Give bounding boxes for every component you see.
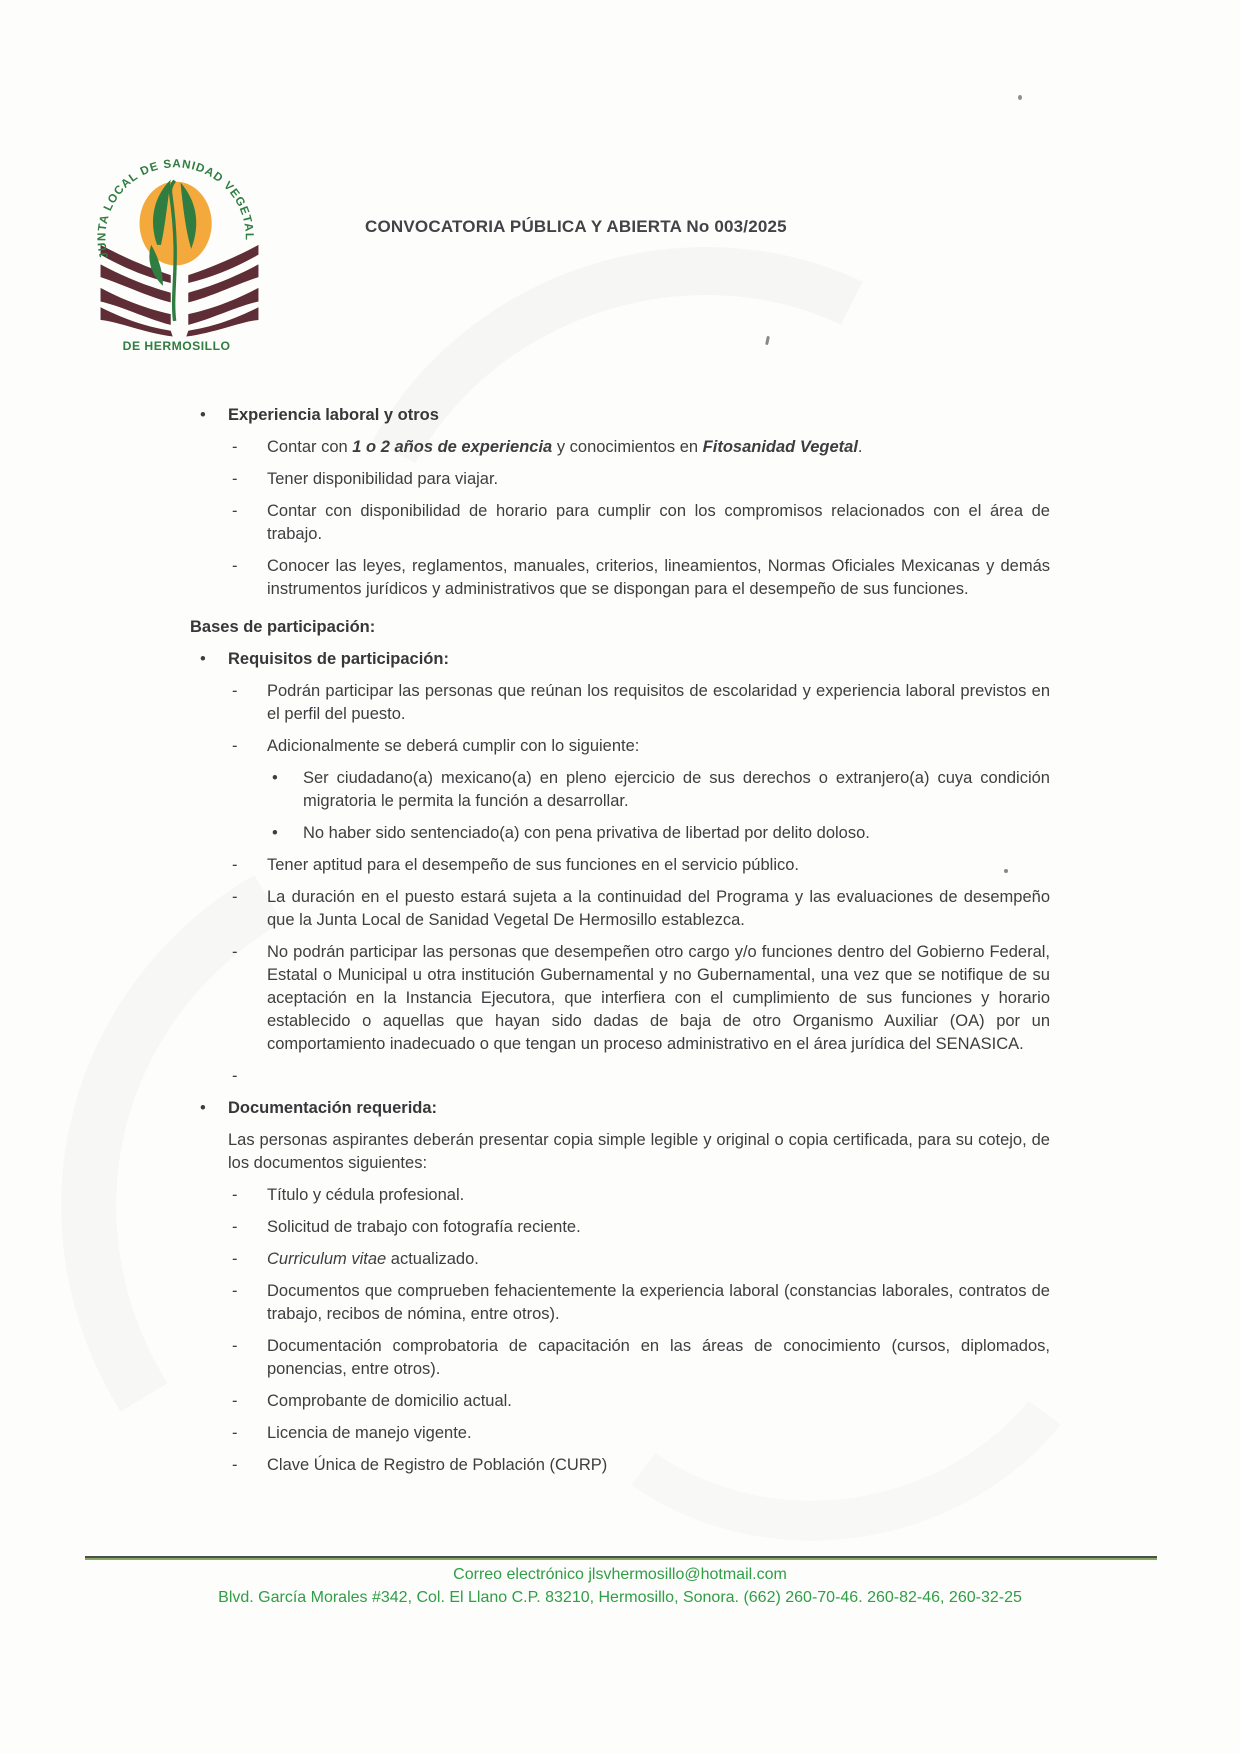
list-item [190, 854, 1050, 877]
text-segment-bold-italic: 1 o 2 años de experiencia [352, 438, 553, 456]
list-item-text [267, 1065, 1050, 1088]
dash-marker: - [232, 682, 238, 700]
list-subitem [190, 767, 1050, 813]
dash-marker: - [232, 557, 238, 575]
dash-marker: - [232, 1218, 238, 1236]
organization-logo [92, 126, 267, 358]
footer-address-line: Blvd. García Morales #342, Col. El Llano C.P. 83210, Hermosillo, Sonora. (662) 260-70-46. 260-82-46, 260-32-25 [218, 1589, 1022, 1606]
list-item [190, 1454, 1050, 1477]
list-item-text: Licencia de manejo vigente. [267, 1424, 472, 1442]
section-heading-requisitos [190, 648, 1050, 671]
section-heading-text: Documentación requerida: [228, 1099, 438, 1117]
list-item-text: Comprobante de domicilio actual. [267, 1392, 512, 1410]
list-item-text: Ser ciudadano(a) mexicano(a) en pleno ejercicio de sus derechos o extranjero(a) cuya condición migratoria le permita la función a desarrollar. [303, 769, 1050, 810]
list-item-text: No haber sido sentenciado(a) con pena privativa de libertad por delito doloso. [303, 824, 870, 842]
list-item [190, 1184, 1050, 1207]
text-segment: Contar con [267, 438, 353, 456]
list-item [190, 1280, 1050, 1326]
dash-marker: - [232, 1392, 238, 1410]
dash-marker: - [232, 502, 238, 520]
dash-marker: - [232, 1186, 238, 1204]
footer-email-line: Correo electrónico jlsvhermosillo@hotmail.com [453, 1566, 787, 1583]
list-item [190, 735, 1050, 758]
list-item-text: No podrán participar las personas que desempeñen otro cargo y/o funciones dentro del Gobierno Federal, Estatal o Municipal u otra institución Gubernamental y no Gubernamental, una vez que se notifique de su aceptación en la Instancia Ejecutora, que interfiera con el cumplimiento de sus funciones y horario establecido o aquellas que hayan sido dadas de baja de otro Organismo Auxiliar (OA) por un comportamiento inadecuado o que tengan un proceso administrativo en el área jurídica del SENASICA. [267, 943, 1050, 1053]
text-segment: actualizado. [386, 1250, 479, 1268]
page-title: CONVOCATORIA PÚBLICA Y ABIERTA No 003/2025 [365, 217, 787, 236]
list-item-text: Contar con disponibilidad de horario para cumplir con los compromisos relacionados con el área de trabajo. [267, 502, 1050, 543]
section-heading-experiencia [190, 404, 1050, 427]
dash-marker: - [232, 943, 238, 961]
dash-marker: - [232, 737, 238, 755]
bullet-marker: • [200, 406, 206, 424]
list-item [190, 941, 1050, 1056]
dash-marker: - [232, 1337, 238, 1355]
dash-marker: - [232, 856, 238, 874]
section-intro-text: Las personas aspirantes deberán presentar copia simple legible y original o copia certificada, para su cotejo, de los documentos siguientes: [228, 1131, 1050, 1172]
list-item [190, 1216, 1050, 1239]
logo-arc-text: JUNTA LOCAL DE SANIDAD VEGETAL [95, 157, 256, 261]
bullet-marker: • [200, 1099, 206, 1117]
list-item-text: Podrán participar las personas que reúnan los requisitos de escolaridad y experiencia laboral previstos en el perfil del puesto. [267, 682, 1050, 723]
dash-marker: - [232, 888, 238, 906]
list-item [190, 1422, 1050, 1445]
list-item [190, 886, 1050, 932]
section-heading-documentacion [190, 1097, 1050, 1120]
scan-speck [765, 336, 770, 345]
dash-marker: - [232, 1250, 238, 1268]
list-item [190, 436, 1050, 459]
section-heading-bases [190, 616, 1050, 639]
list-item [190, 1390, 1050, 1413]
list-item-text: Documentos que comprueben fehacientemente la experiencia laboral (constancias laborales, contratos de trabajo, recibos de nómina, entre otros). [267, 1282, 1050, 1323]
list-item [190, 680, 1050, 726]
list-item-text: La duración en el puesto estará sujeta a la continuidad del Programa y las evaluaciones de desempeño que la Junta Local de Sanidad Vegetal De Hermosillo establezca. [267, 888, 1050, 929]
list-item [190, 555, 1050, 601]
footer-divider [85, 1556, 1157, 1560]
list-item-text: Conocer las leyes, reglamentos, manuales, criterios, lineamientos, Normas Oficiales Mexicanas y demás instrumentos jurídicos y administrativos que se dispongan para el desempeño de sus funciones. [267, 557, 1050, 598]
list-item-text: Clave Única de Registro de Población (CURP) [267, 1456, 608, 1474]
list-item [190, 1248, 1050, 1271]
dash-marker: - [232, 1456, 238, 1474]
list-item-text: Título y cédula profesional. [267, 1186, 465, 1204]
logo-wing-right-icon [186, 245, 258, 337]
list-item-text: Solicitud de trabajo con fotografía reciente. [267, 1218, 581, 1236]
list-item-text: Tener disponibilidad para viajar. [267, 470, 499, 488]
bullet-marker: • [272, 824, 278, 842]
section-heading-text: Bases de participación: [190, 618, 376, 636]
lone-dash-line [190, 1065, 1050, 1088]
list-item-text: Documentación comprobatoria de capacitación en las áreas de conocimiento (cursos, diplomados, ponencias, entre otros). [267, 1337, 1050, 1378]
dash-marker: - [232, 438, 238, 456]
dash-marker: - [232, 1424, 238, 1442]
section-heading-text: Experiencia laboral y otros [228, 406, 439, 424]
bullet-marker: • [272, 769, 278, 787]
logo-subtitle: DE HERMOSILLO [122, 339, 231, 354]
section-intro [190, 1129, 1050, 1175]
bullet-marker: • [200, 650, 206, 668]
text-segment-bold-italic: Fitosanidad Vegetal [702, 438, 858, 456]
page-footer [0, 1563, 1240, 1609]
list-item [190, 468, 1050, 491]
list-item-text [267, 1248, 1050, 1271]
text-segment: . [857, 438, 863, 456]
list-item [190, 1335, 1050, 1381]
section-heading-text: Requisitos de participación: [228, 650, 449, 668]
list-item-text [267, 436, 1050, 459]
list-subitem [190, 822, 1050, 845]
scan-speck [1018, 95, 1022, 100]
list-item-text: Tener aptitud para el desempeño de sus funciones en el servicio público. [267, 856, 799, 874]
document-body [190, 404, 1050, 1486]
dash-marker: - [232, 1282, 238, 1300]
dash-marker: - [232, 470, 238, 488]
dash-marker: - [232, 1067, 238, 1085]
list-item [190, 500, 1050, 546]
text-segment-italic: Curriculum vitae [267, 1250, 387, 1268]
list-item-text: Adicionalmente se deberá cumplir con lo siguiente: [267, 737, 640, 755]
text-segment: y conocimientos en [552, 438, 703, 456]
